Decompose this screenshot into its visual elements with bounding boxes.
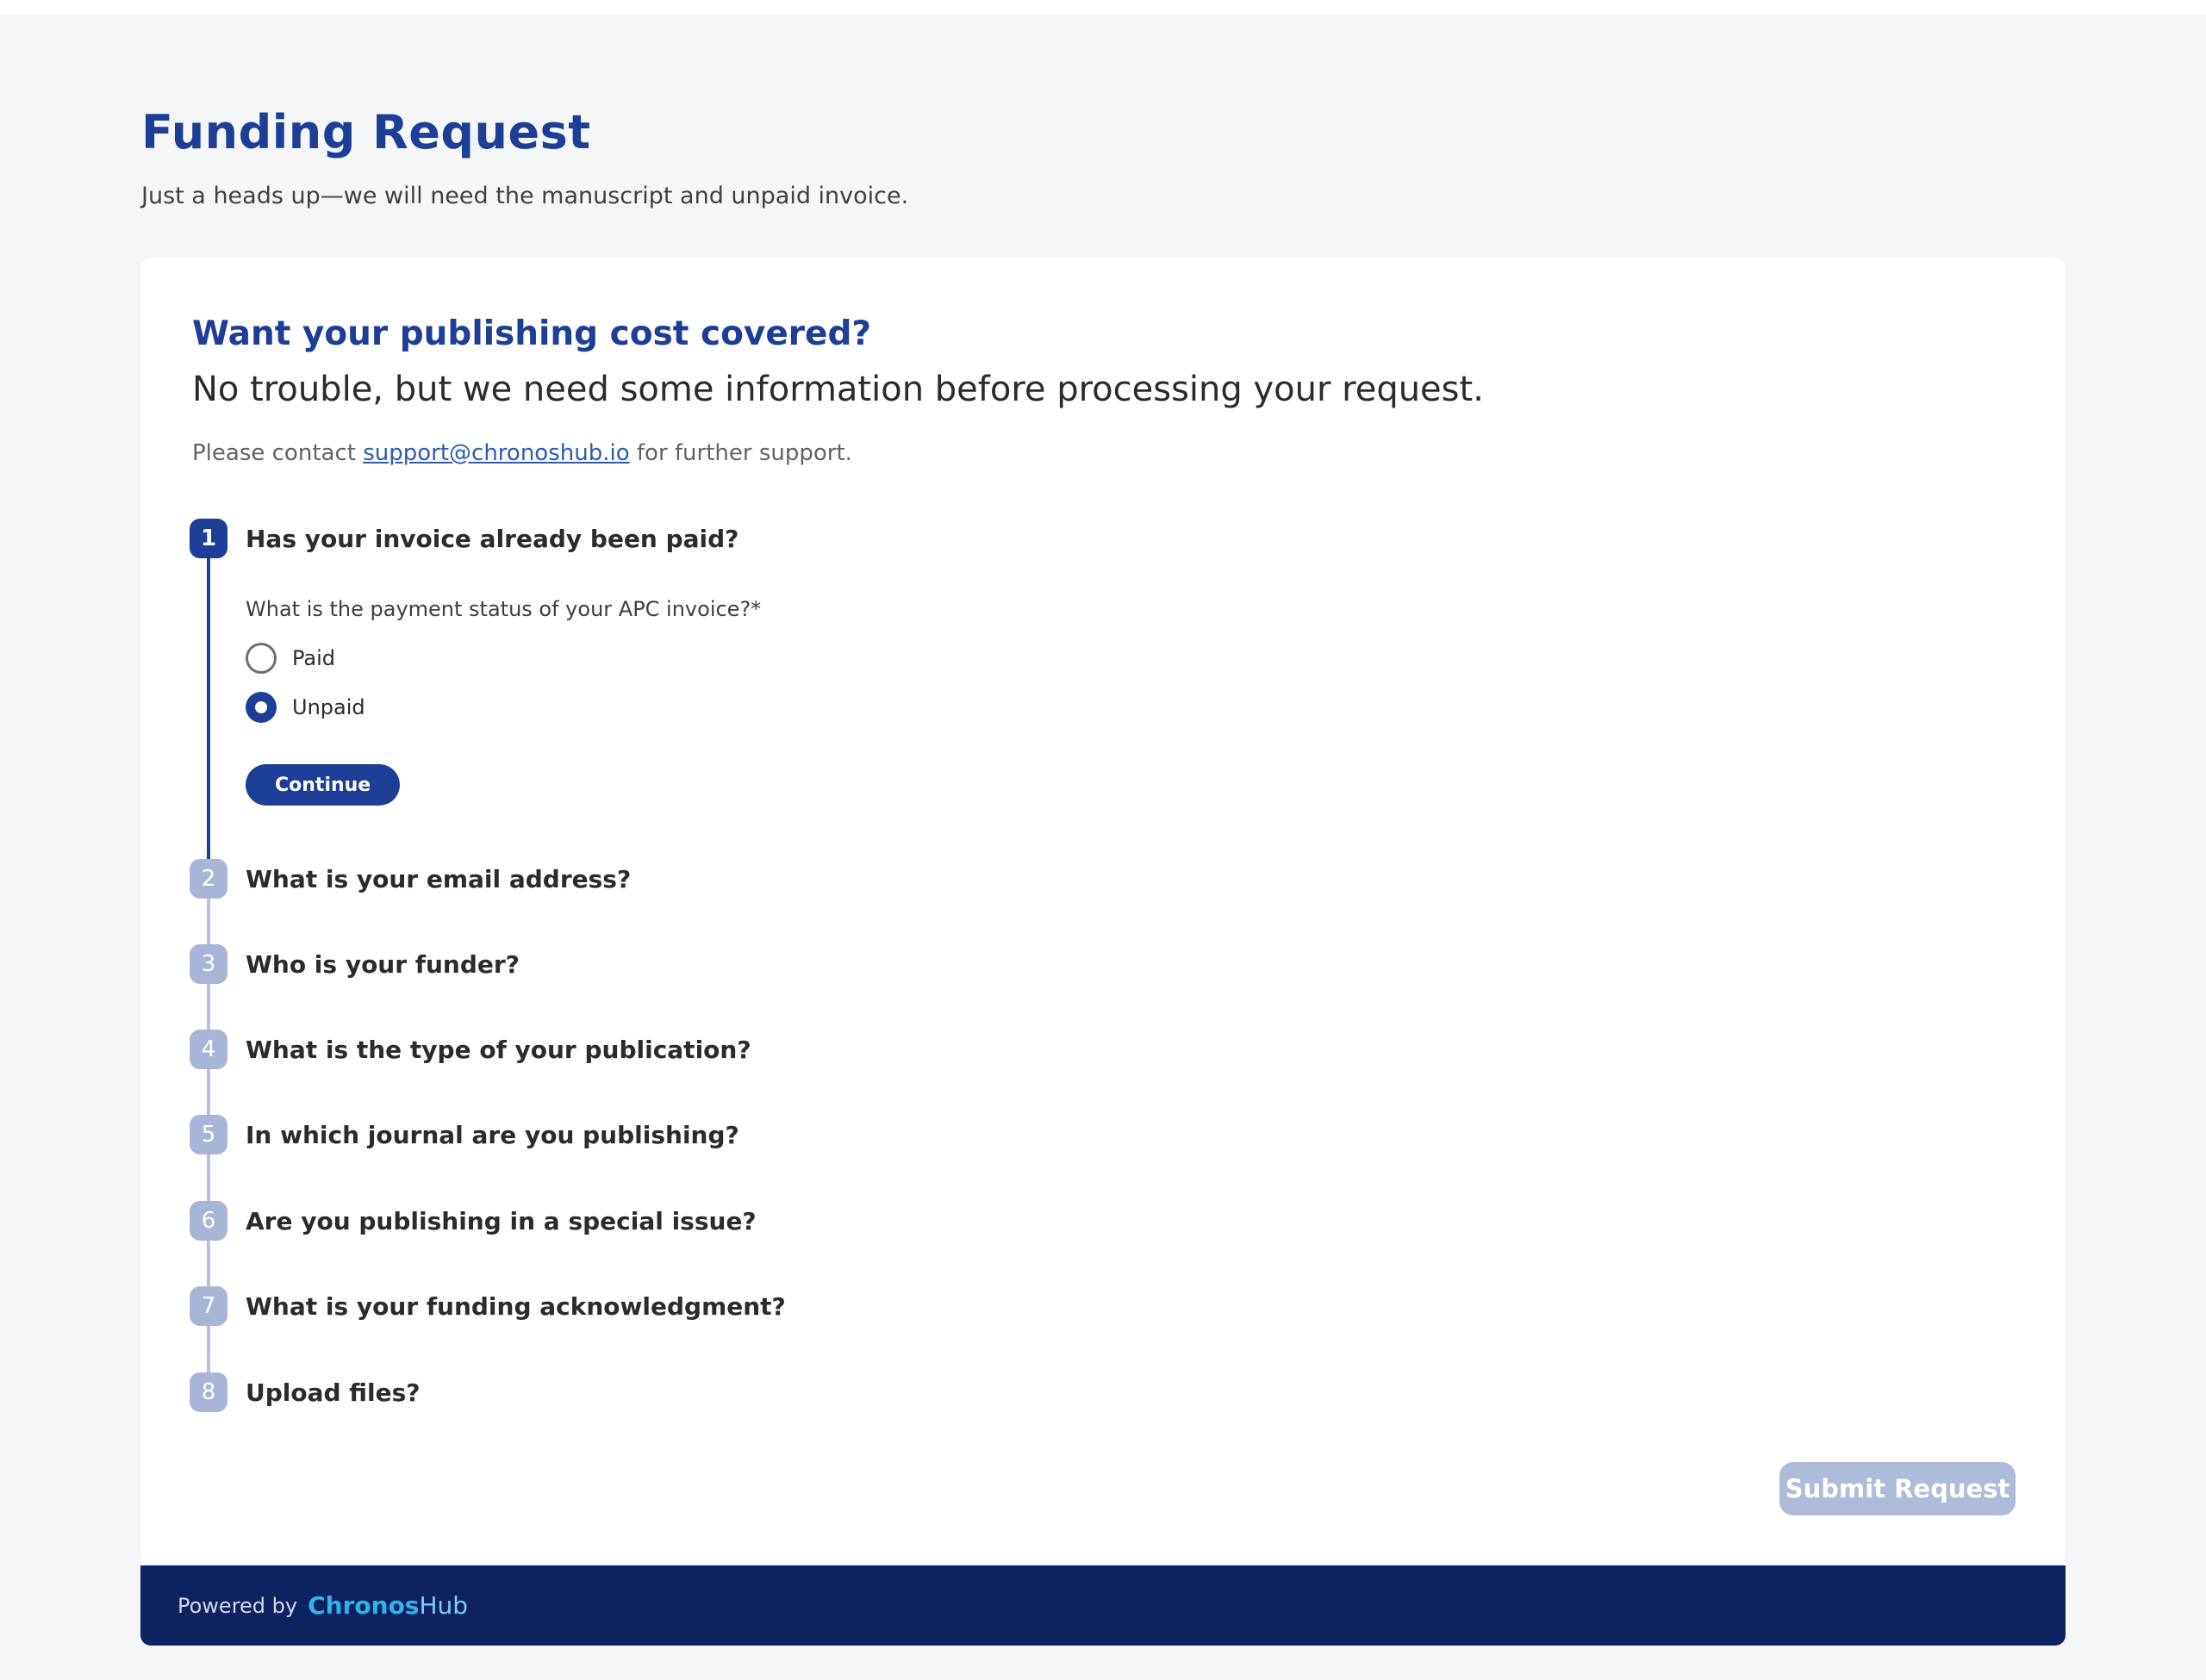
step-number: 6: [201, 1208, 216, 1234]
step-row-3: [190, 944, 520, 984]
contact-prefix: Please contact: [192, 440, 364, 466]
step-title-6: Are you publishing in a special issue?: [246, 1206, 757, 1235]
step-title-4: What is the type of your publication?: [246, 1035, 751, 1064]
brand-hub: Hub: [419, 1591, 469, 1620]
step-badge-6: [190, 1201, 227, 1241]
chronoshub-logo[interactable]: [308, 1591, 468, 1620]
step-number: 7: [201, 1293, 216, 1319]
step-title-7: What is your funding acknowledgment?: [246, 1291, 786, 1321]
page-subtitle: Just a heads up—we will need the manuscript and unpaid invoice.: [141, 183, 909, 209]
radio-option-paid[interactable]: [246, 643, 335, 674]
step-row-4: [190, 1030, 751, 1069]
card-heading: Want your publishing cost covered?: [192, 314, 872, 353]
step-title-5: In which journal are you publishing?: [246, 1120, 739, 1149]
step-number: 1: [200, 526, 217, 551]
connector-line-active: [207, 538, 210, 879]
step-row-7: [190, 1286, 786, 1326]
step-number: 3: [201, 951, 216, 977]
step-badge-8: [190, 1372, 227, 1412]
step-badge-1: [190, 519, 227, 558]
step-badge-3: [190, 944, 227, 984]
payment-status-question: What is the payment status of your APC invoice?*: [246, 597, 762, 621]
step-title-1: Has your invoice already been paid?: [246, 524, 739, 553]
step-number: 8: [201, 1379, 216, 1405]
step-number: 5: [201, 1122, 216, 1148]
step-badge-7: [190, 1286, 227, 1326]
powered-by-label: Powered by: [178, 1593, 298, 1618]
footer-bar: [140, 1565, 2066, 1646]
radio-option-unpaid[interactable]: [246, 692, 365, 723]
top-white-strip: [0, 0, 2206, 14]
radio-label-unpaid: Unpaid: [292, 695, 365, 719]
step-title-8: Upload files?: [246, 1378, 421, 1407]
step-title-3: Who is your funder?: [246, 949, 520, 979]
step-badge-2: [190, 859, 227, 899]
contact-suffix: for further support.: [629, 440, 852, 466]
step-badge-4: [190, 1030, 227, 1069]
brand-chronos: Chronos: [308, 1591, 420, 1620]
step-row-2: [190, 859, 631, 899]
submit-request-button[interactable]: Submit Request: [1779, 1462, 2016, 1515]
radio-circle-paid[interactable]: [246, 643, 277, 674]
step-number: 4: [201, 1036, 216, 1062]
page-title: Funding Request: [141, 105, 591, 159]
step-row-1: [190, 519, 738, 558]
continue-button[interactable]: Continue: [246, 764, 400, 806]
card-subheading: No trouble, but we need some information before processing your request.: [192, 370, 1484, 409]
step-badge-5: [190, 1115, 227, 1154]
step-row-8: [190, 1372, 421, 1412]
funding-request-card: [140, 258, 2066, 1565]
step-row-6: [190, 1201, 757, 1241]
step-number: 2: [201, 866, 216, 892]
radio-circle-unpaid[interactable]: [246, 692, 277, 723]
step-row-5: [190, 1115, 739, 1154]
contact-line: [192, 439, 852, 468]
support-email-link[interactable]: support@chronoshub.io: [363, 440, 630, 466]
radio-label-paid: Paid: [292, 646, 336, 670]
step-title-2: What is your email address?: [246, 864, 632, 893]
